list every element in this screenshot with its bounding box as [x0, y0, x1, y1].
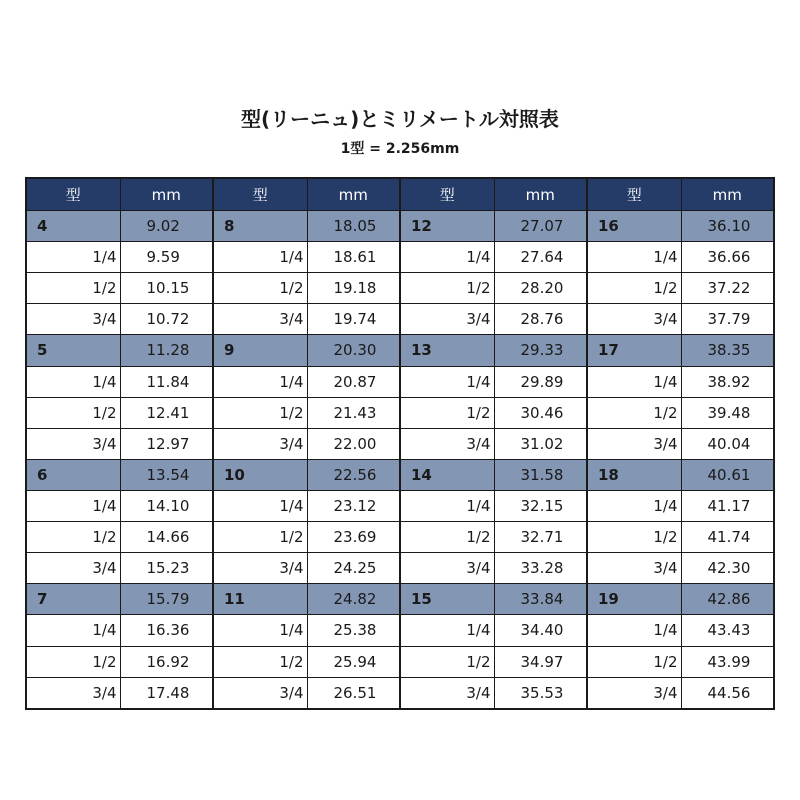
size-cell: 1/4 — [400, 490, 494, 521]
size-cell: 9 — [213, 335, 307, 366]
mm-cell: 12.97 — [120, 428, 213, 459]
table-row — [26, 428, 774, 459]
table-group-row — [26, 584, 774, 615]
conversion-table — [25, 177, 775, 710]
size-cell: 3/4 — [26, 677, 120, 709]
mm-cell: 21.43 — [307, 397, 400, 428]
table-row — [26, 242, 774, 273]
mm-cell: 42.30 — [681, 553, 774, 584]
mm-cell: 23.12 — [307, 490, 400, 521]
mm-cell: 25.38 — [307, 615, 400, 646]
size-cell: 1/2 — [400, 522, 494, 553]
size-cell: 3/4 — [400, 428, 494, 459]
mm-cell: 14.66 — [120, 522, 213, 553]
size-cell: 1/2 — [587, 522, 681, 553]
mm-cell: 37.22 — [681, 273, 774, 304]
size-cell: 6 — [26, 459, 120, 490]
column-header-mm: mm — [494, 178, 587, 211]
size-cell: 1/2 — [213, 273, 307, 304]
column-header-size: 型 — [587, 178, 681, 211]
mm-cell: 19.18 — [307, 273, 400, 304]
size-cell: 15 — [400, 584, 494, 615]
mm-cell: 34.40 — [494, 615, 587, 646]
page-subtitle: 1型 = 2.256mm — [340, 141, 460, 157]
mm-cell: 29.89 — [494, 366, 587, 397]
table-header-row — [26, 178, 774, 211]
size-cell: 1/4 — [587, 490, 681, 521]
size-cell: 7 — [26, 584, 120, 615]
size-cell: 1/2 — [587, 397, 681, 428]
size-cell: 1/2 — [26, 397, 120, 428]
size-cell: 14 — [400, 459, 494, 490]
table-row — [26, 397, 774, 428]
mm-cell: 11.84 — [120, 366, 213, 397]
mm-cell: 34.97 — [494, 646, 587, 677]
mm-cell: 35.53 — [494, 677, 587, 709]
size-cell: 1/4 — [213, 490, 307, 521]
size-cell: 3/4 — [400, 553, 494, 584]
size-cell: 1/4 — [213, 242, 307, 273]
size-cell: 3/4 — [587, 677, 681, 709]
mm-cell: 24.25 — [307, 553, 400, 584]
mm-cell: 27.07 — [494, 211, 587, 242]
size-cell: 1/4 — [213, 615, 307, 646]
mm-cell: 43.99 — [681, 646, 774, 677]
mm-cell: 36.66 — [681, 242, 774, 273]
mm-cell: 10.72 — [120, 304, 213, 335]
size-cell: 1/2 — [26, 522, 120, 553]
size-cell: 3/4 — [587, 304, 681, 335]
size-cell: 1/2 — [400, 646, 494, 677]
size-cell: 1/2 — [400, 397, 494, 428]
mm-cell: 44.56 — [681, 677, 774, 709]
mm-cell: 24.82 — [307, 584, 400, 615]
size-cell: 1/2 — [213, 646, 307, 677]
size-cell: 1/2 — [587, 273, 681, 304]
mm-cell: 38.35 — [681, 335, 774, 366]
column-header-size: 型 — [400, 178, 494, 211]
table-group-row — [26, 335, 774, 366]
size-cell: 3/4 — [213, 428, 307, 459]
size-cell: 1/4 — [26, 615, 120, 646]
mm-cell: 22.56 — [307, 459, 400, 490]
mm-cell: 10.15 — [120, 273, 213, 304]
table-row — [26, 366, 774, 397]
mm-cell: 14.10 — [120, 490, 213, 521]
size-cell: 3/4 — [26, 304, 120, 335]
mm-cell: 28.76 — [494, 304, 587, 335]
table-row — [26, 273, 774, 304]
mm-cell: 19.74 — [307, 304, 400, 335]
size-cell: 3/4 — [26, 428, 120, 459]
size-cell: 16 — [587, 211, 681, 242]
size-cell: 1/4 — [400, 366, 494, 397]
size-cell: 1/4 — [400, 242, 494, 273]
size-cell: 1/4 — [26, 242, 120, 273]
mm-cell: 40.04 — [681, 428, 774, 459]
mm-cell: 40.61 — [681, 459, 774, 490]
mm-cell: 9.59 — [120, 242, 213, 273]
size-cell: 3/4 — [587, 428, 681, 459]
size-cell: 1/4 — [213, 366, 307, 397]
table-row — [26, 553, 774, 584]
mm-cell: 9.02 — [120, 211, 213, 242]
table-group-row — [26, 459, 774, 490]
size-cell: 1/4 — [587, 615, 681, 646]
size-cell: 4 — [26, 211, 120, 242]
column-header-mm: mm — [120, 178, 213, 211]
mm-cell: 31.02 — [494, 428, 587, 459]
mm-cell: 33.28 — [494, 553, 587, 584]
mm-cell: 28.20 — [494, 273, 587, 304]
mm-cell: 15.79 — [120, 584, 213, 615]
mm-cell: 22.00 — [307, 428, 400, 459]
table-row — [26, 646, 774, 677]
size-cell: 1/4 — [400, 615, 494, 646]
size-cell: 19 — [587, 584, 681, 615]
mm-cell: 27.64 — [494, 242, 587, 273]
size-cell: 1/2 — [587, 646, 681, 677]
table-row — [26, 522, 774, 553]
table-row — [26, 615, 774, 646]
mm-cell: 30.46 — [494, 397, 587, 428]
size-cell: 1/4 — [26, 366, 120, 397]
mm-cell: 16.92 — [120, 646, 213, 677]
size-cell: 1/4 — [26, 490, 120, 521]
size-cell: 13 — [400, 335, 494, 366]
size-cell: 1/4 — [587, 242, 681, 273]
mm-cell: 18.05 — [307, 211, 400, 242]
mm-cell: 26.51 — [307, 677, 400, 709]
column-header-mm: mm — [307, 178, 400, 211]
mm-cell: 13.54 — [120, 459, 213, 490]
size-cell: 1/2 — [213, 397, 307, 428]
mm-cell: 33.84 — [494, 584, 587, 615]
table-row — [26, 677, 774, 709]
size-cell: 18 — [587, 459, 681, 490]
table-row — [26, 304, 774, 335]
size-cell: 11 — [213, 584, 307, 615]
mm-cell: 23.69 — [307, 522, 400, 553]
mm-cell: 25.94 — [307, 646, 400, 677]
size-cell: 1/2 — [400, 273, 494, 304]
size-cell: 3/4 — [213, 677, 307, 709]
mm-cell: 31.58 — [494, 459, 587, 490]
column-header-mm: mm — [681, 178, 774, 211]
mm-cell: 12.41 — [120, 397, 213, 428]
size-cell: 1/2 — [26, 273, 120, 304]
mm-cell: 43.43 — [681, 615, 774, 646]
size-cell: 1/2 — [213, 522, 307, 553]
size-cell: 3/4 — [400, 304, 494, 335]
mm-cell: 29.33 — [494, 335, 587, 366]
mm-cell: 32.15 — [494, 490, 587, 521]
size-cell: 1/2 — [26, 646, 120, 677]
size-cell: 8 — [213, 211, 307, 242]
mm-cell: 20.30 — [307, 335, 400, 366]
table-row — [26, 490, 774, 521]
size-cell: 17 — [587, 335, 681, 366]
size-cell: 3/4 — [400, 677, 494, 709]
mm-cell: 38.92 — [681, 366, 774, 397]
mm-cell: 20.87 — [307, 366, 400, 397]
mm-cell: 36.10 — [681, 211, 774, 242]
size-cell: 3/4 — [26, 553, 120, 584]
size-cell: 12 — [400, 211, 494, 242]
mm-cell: 42.86 — [681, 584, 774, 615]
page-title: 型(リーニュ)とミリメートル対照表 — [241, 107, 559, 131]
size-cell: 3/4 — [587, 553, 681, 584]
mm-cell: 18.61 — [307, 242, 400, 273]
size-cell: 10 — [213, 459, 307, 490]
mm-cell: 17.48 — [120, 677, 213, 709]
size-cell: 3/4 — [213, 553, 307, 584]
mm-cell: 16.36 — [120, 615, 213, 646]
size-cell: 1/4 — [587, 366, 681, 397]
column-header-size: 型 — [213, 178, 307, 211]
size-cell: 5 — [26, 335, 120, 366]
size-cell: 3/4 — [213, 304, 307, 335]
mm-cell: 15.23 — [120, 553, 213, 584]
column-header-size: 型 — [26, 178, 120, 211]
mm-cell: 11.28 — [120, 335, 213, 366]
mm-cell: 32.71 — [494, 522, 587, 553]
mm-cell: 39.48 — [681, 397, 774, 428]
mm-cell: 41.74 — [681, 522, 774, 553]
table-group-row — [26, 211, 774, 242]
mm-cell: 37.79 — [681, 304, 774, 335]
mm-cell: 41.17 — [681, 490, 774, 521]
